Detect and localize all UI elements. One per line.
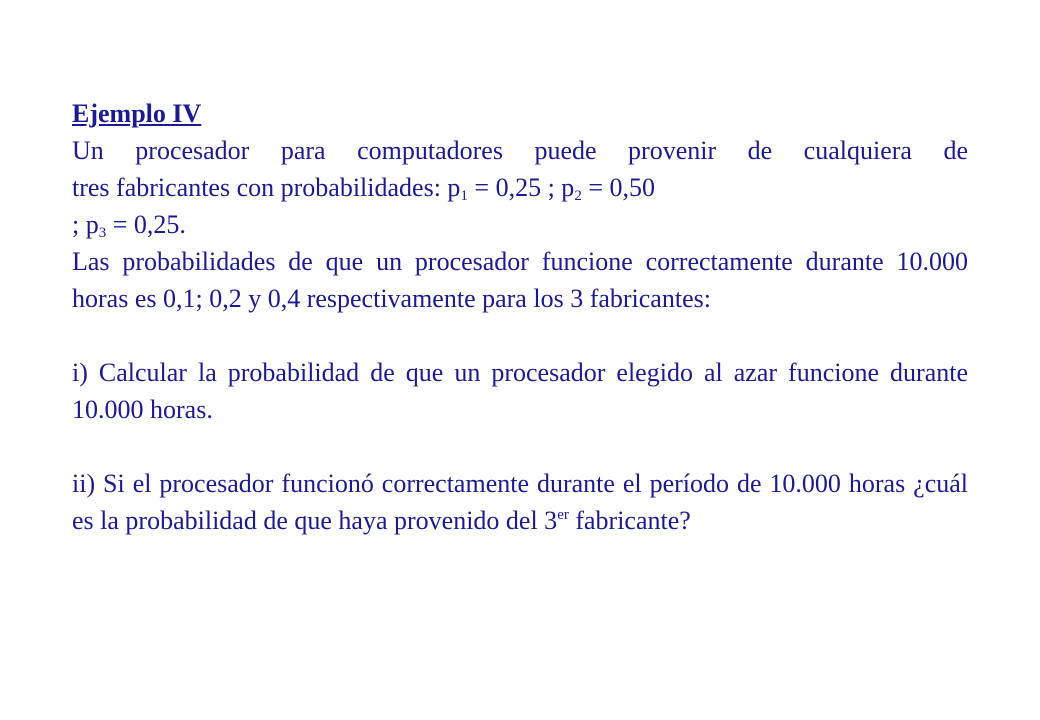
p1-value: = 0,25 ; p xyxy=(467,173,575,202)
question-ii-end: fabricante? xyxy=(575,506,691,535)
spacer xyxy=(72,317,968,354)
intro-line-1: Un procesador para computadores puede provenir de cualquiera de xyxy=(72,136,968,165)
question-i: i) Calcular la probabilidad de que un procesador elegido al azar funcione durante 10.000 horas. xyxy=(72,358,968,424)
slide-content xyxy=(72,95,968,539)
p1-subscript: 1 xyxy=(460,188,468,204)
statement-paragraph: Las probabilidades de que un procesador funcione correctamente durante 10.000 horas es 0,1; 0,2 y 0,4 respectivamente para los 3 fabricantes: xyxy=(72,247,968,313)
spacer xyxy=(72,428,968,465)
p3-value: = 0,25. xyxy=(106,210,186,239)
question-ii-text: ii) Si el procesador funcionó correctamente durante el período de 10.000 horas ¿cuál es la probabilidad de que haya provenido del 3 xyxy=(72,469,968,535)
intro-line-2 xyxy=(72,169,968,206)
intro-line-3 xyxy=(72,206,968,243)
p3-subscript: 3 xyxy=(98,225,107,241)
p2-subscript: 2 xyxy=(574,188,582,204)
intro-line-2-text: tres fabricantes con probabilidades: p xyxy=(72,173,461,202)
p2-value: = 0,50 xyxy=(581,173,655,202)
ordinal-superscript: er xyxy=(557,507,569,523)
example-title: Ejemplo IV xyxy=(72,99,202,128)
question-ii xyxy=(72,465,968,539)
intro-line-3-text: ; p xyxy=(72,210,99,239)
